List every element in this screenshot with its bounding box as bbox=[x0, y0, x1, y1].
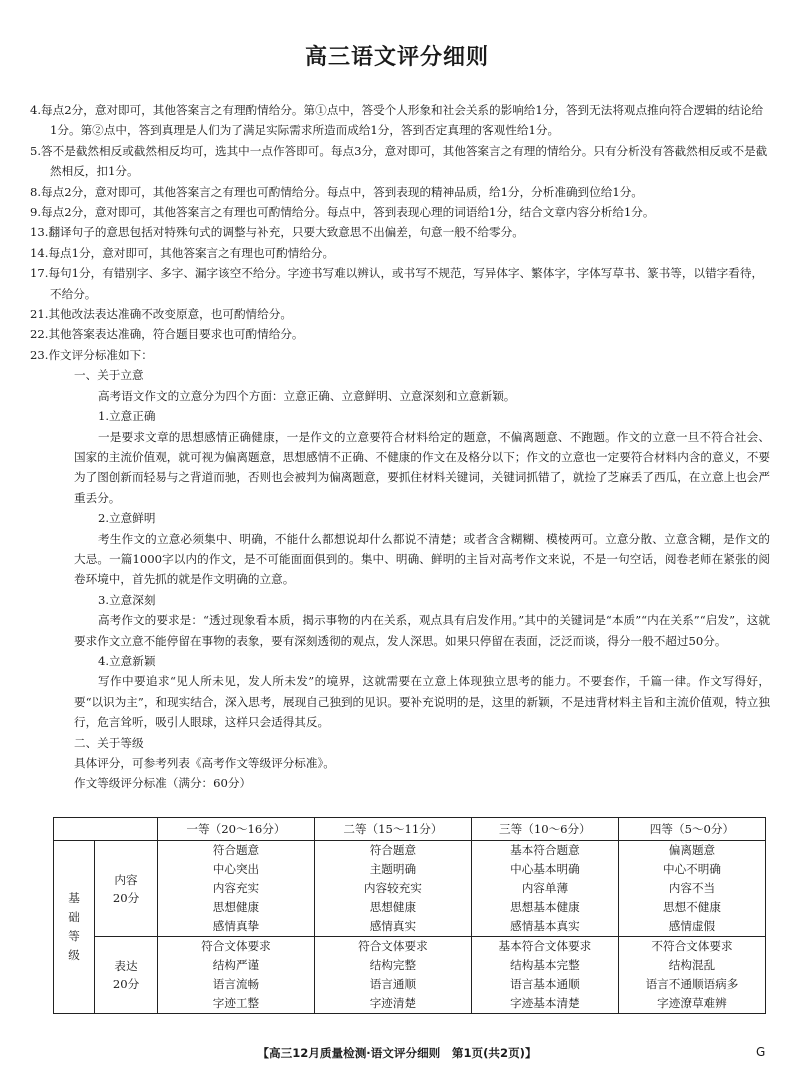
section-heading: 二、关于等级 bbox=[74, 735, 144, 750]
cell-line: 字迹潦草难辨 bbox=[657, 996, 727, 1010]
cell-line: 感情真挚 bbox=[212, 919, 260, 933]
rubric-item: 14.每点1分，意对即可，其他答案言之有理也可酌情给分。 bbox=[30, 245, 335, 260]
table-cell bbox=[314, 937, 471, 1014]
section-heading: 一、关于立意 bbox=[74, 368, 144, 383]
cell-line: 结构严谨 bbox=[212, 958, 260, 972]
table-caption: 作文等级评分标准（满分：60分） bbox=[74, 776, 252, 791]
cell-line: 偏离题意 bbox=[668, 843, 716, 857]
cell-line: 思想不健康 bbox=[662, 900, 721, 914]
cell-line: 感情真实 bbox=[369, 919, 417, 933]
cell-line: 思想健康 bbox=[369, 900, 417, 914]
subsection-heading: 1.立意正确 bbox=[98, 409, 156, 424]
table-cell bbox=[618, 937, 765, 1014]
cell-line: 符合文体要求 bbox=[201, 939, 271, 953]
cell-line: 思想健康 bbox=[212, 900, 260, 914]
row-label-score: 20分 bbox=[112, 890, 140, 905]
table-cell bbox=[471, 841, 618, 937]
cell-line: 符合文体要求 bbox=[358, 939, 428, 953]
subsection-heading: 2.立意鲜明 bbox=[98, 511, 156, 526]
cell-line: 感情虚假 bbox=[668, 919, 716, 933]
table-cell bbox=[158, 841, 315, 937]
grade-header: 四等（5～0分） bbox=[618, 818, 765, 841]
page-title: 高三语文评分细则 bbox=[304, 45, 489, 70]
group-label-text: 基 础 等 级 bbox=[68, 891, 80, 962]
grading-table bbox=[53, 817, 766, 1014]
cell-line: 内容充实 bbox=[212, 881, 260, 895]
page-footer: 【高三12月质量检测·语文评分细则 第1页(共2页)】 bbox=[257, 1046, 537, 1060]
cell-line: 中心不明确 bbox=[662, 862, 721, 876]
cell-line: 字迹基本清楚 bbox=[510, 996, 580, 1010]
row-label-name: 表达 bbox=[114, 959, 138, 973]
cell-line: 基本符合题意 bbox=[510, 843, 580, 857]
table-cell bbox=[618, 841, 765, 937]
grade-header: 三等（10～6分） bbox=[471, 818, 618, 841]
corner-mark: G bbox=[756, 1045, 766, 1059]
cell-line: 符合题意 bbox=[369, 843, 417, 857]
cell-line: 语言基本通顺 bbox=[510, 977, 580, 991]
cell-line: 字迹工整 bbox=[212, 996, 260, 1010]
cell-line: 基本符合文体要求 bbox=[498, 939, 592, 953]
rubric-item: 17.每句1分，有错别字、多字、漏字该空不给分。字迹书写难以辨认，或书写不规范，写异体字、繁体字，字体写草书、篆书等，以错字看待，不给分。 bbox=[30, 266, 764, 301]
cell-line: 感情基本真实 bbox=[510, 919, 580, 933]
rubric-item: 13.翻译句子的意思包括对特殊句式的调整与补充，只要大致意思不出偏差，句意一般不给零分。 bbox=[30, 225, 524, 240]
row-label-name: 内容 bbox=[114, 872, 138, 887]
cell-line: 语言流畅 bbox=[212, 977, 260, 991]
cell-line: 结构基本完整 bbox=[510, 958, 580, 972]
rubric-content bbox=[30, 100, 770, 794]
rubric-item: 23.作文评分标准如下： bbox=[30, 347, 153, 362]
rubric-item: 8.每点2分，意对即可，其他答案言之有理也可酌情给分。每点中，答到表现的精神品质，给1分，分析准确到位给1分。 bbox=[30, 184, 643, 199]
table-corner-cell bbox=[54, 818, 158, 841]
cell-line: 思想基本健康 bbox=[510, 900, 580, 914]
cell-line: 语言不通顺语病多 bbox=[645, 977, 739, 991]
cell-line: 不符合文体要求 bbox=[651, 939, 733, 953]
subsection-text: 写作中要追求“见人所未见，发人所未发”的境界，这就需要在立意上体现独立思考的能力。不要套作，千篇一律。作文写得好，要“以识为主”，和现实结合，深入思考，展现自己独到的见识。要补充说明的是，这里的新颖，不是违背材料主旨和主流价值观，特立独行，危言耸听，吸引人眼球，这样只会适得其反。 bbox=[74, 674, 770, 730]
table-cell bbox=[314, 841, 471, 937]
cell-line: 中心基本明确 bbox=[510, 862, 580, 876]
essay-section bbox=[30, 365, 770, 794]
subsection-text: 考生作文的立意必须集中、明确，不能什么都想说却什么都说不清楚；或者含含糊糊、模棱两可。立意分散、立意含糊，是作文的大忌。一篇1000字以内的作文，是不可能面面俱到的。集中、明确、鲜明的主旨对高考作文来说，不是一句空话，阅卷老师在紧张的阅卷环境中，首先抓的就是作文明确的立意。 bbox=[74, 531, 770, 587]
section-intro: 具体评分，可参考列表《高考作文等级评分标准》。 bbox=[74, 756, 335, 770]
table-cell bbox=[471, 937, 618, 1014]
cell-line: 中心突出 bbox=[212, 862, 260, 876]
rubric-item: 5.答不是截然相反或截然相反均可，选其中一点作答即可。每点3分，意对即可，其他答案言之有理的情给分。只有分析没有答截然相反或不是截然相反，扣1分。 bbox=[30, 143, 768, 179]
row-label bbox=[95, 841, 158, 937]
cell-line: 内容单薄 bbox=[521, 881, 569, 895]
cell-line: 内容较充实 bbox=[363, 881, 422, 895]
table-header-row bbox=[54, 818, 766, 841]
table-row bbox=[54, 841, 766, 937]
rubric-item: 9.每点2分，意对即可，其他答案言之有理也可酌情给分。每点中，答到表现心理的词语给1分，结合文章内容分析给1分。 bbox=[30, 205, 655, 220]
row-label-score: 20分 bbox=[112, 977, 140, 991]
subsection-heading: 3.立意深刻 bbox=[98, 592, 156, 607]
table-cell bbox=[158, 937, 315, 1014]
cell-line: 字迹清楚 bbox=[369, 996, 417, 1010]
rubric-item: 22.其他答案表达准确，符合题目要求也可酌情给分。 bbox=[30, 327, 304, 342]
rubric-item: 4.每点2分，意对即可，其他答案言之有理酌情给分。第①点中，答受个人形象和社会关系的影响给1分，答到无法将观点推向符合逻辑的结论给1分。第②点中，答到真理是人们为了满足实际需求所造而成给1分，答到否定真理的客观性给1分。 bbox=[30, 103, 764, 138]
cell-line: 内容不当 bbox=[668, 881, 716, 895]
cell-line: 符合题意 bbox=[212, 843, 260, 857]
rubric-item: 21.其他改法表达准确不改变原意，也可酌情给分。 bbox=[30, 307, 292, 322]
row-label bbox=[95, 937, 158, 1014]
subsection-text: 一是要求文章的思想感情正确健康，一是作文的立意要符合材料给定的题意，不偏离题意、不跑题。作文的立意一旦不符合社会、国家的主流价值观，就可视为偏离题意，思想感情不正确、不健康的作文在及格分以下；作文的立意也一定要符合材料内含的意义，不要为了图创新而轻易与之背道而驰，否则也会被判为偏离题意，要抓住材料关键词，关键词抓错了，就捡了芝麻丢了西瓜，在立意上也会严重丢分。 bbox=[74, 429, 770, 505]
subsection-text: 高考作文的要求是：“透过现象看本质，揭示事物的内在关系，观点具有启发作用。”其中的关键词是“本质”“内在关系”“启发”，这就要求作文立意不能停留在事物的表象，要有深刻透彻的观点，发人深思。如果只停留在表面，泛泛而谈，得分一般不超过50分。 bbox=[74, 613, 770, 648]
cell-line: 结构完整 bbox=[369, 958, 417, 972]
cell-line: 主题明确 bbox=[369, 862, 417, 876]
grade-header: 二等（15～11分） bbox=[314, 818, 471, 841]
cell-line: 语言通顺 bbox=[369, 977, 417, 991]
section-intro: 高考语文作文的立意分为四个方面：立意正确、立意鲜明、立意深刻和立意新颖。 bbox=[98, 388, 516, 403]
subsection-heading: 4.立意新颖 bbox=[98, 653, 156, 668]
grade-header: 一等（20～16分） bbox=[158, 818, 315, 841]
group-label bbox=[54, 841, 95, 1014]
table-row bbox=[54, 937, 766, 1014]
cell-line: 结构混乱 bbox=[668, 958, 716, 972]
